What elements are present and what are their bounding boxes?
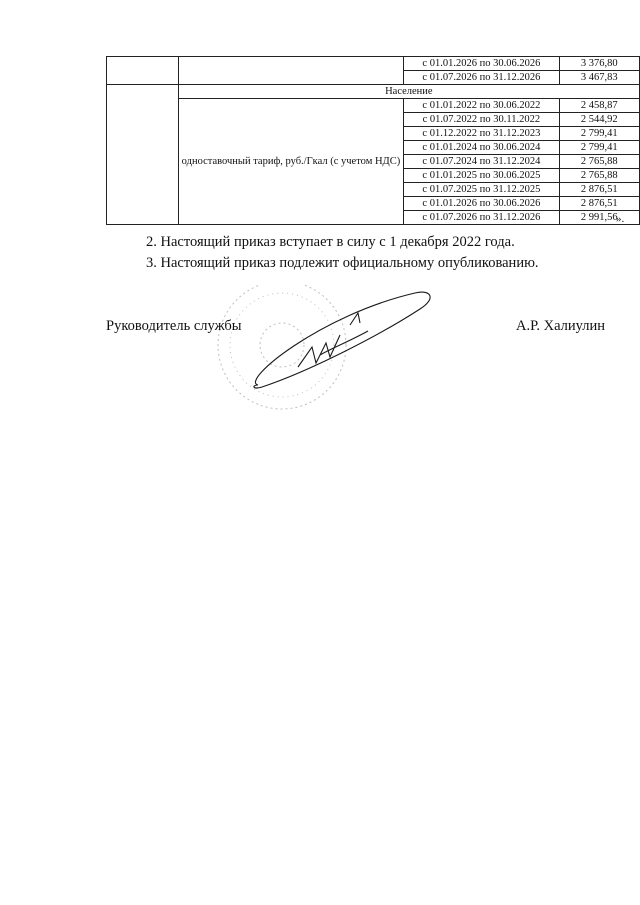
table-row bbox=[107, 85, 640, 99]
period-cell: с 01.07.2022 по 30.11.2022 bbox=[404, 113, 559, 127]
period-cell: с 01.07.2024 по 31.12.2024 bbox=[404, 155, 559, 169]
tariff-table bbox=[106, 56, 640, 225]
period-cell: с 01.01.2026 по 30.06.2026 bbox=[404, 57, 559, 71]
value-cell: 2 799,41 bbox=[559, 127, 639, 141]
period-cell: с 01.01.2024 по 30.06.2024 bbox=[404, 141, 559, 155]
table-cell-empty bbox=[178, 57, 404, 85]
period-cell: с 01.07.2025 по 31.12.2025 bbox=[404, 183, 559, 197]
period-cell: с 01.12.2022 по 31.12.2023 bbox=[404, 127, 559, 141]
value-cell: 2 799,41 bbox=[559, 141, 639, 155]
period-cell: с 01.01.2025 по 30.06.2025 bbox=[404, 169, 559, 183]
signatory-role: Руководитель службы bbox=[106, 318, 242, 334]
signature-flourish bbox=[254, 292, 430, 388]
table-row bbox=[107, 99, 640, 113]
table-cell-empty bbox=[107, 85, 179, 225]
paragraph-effective-date: 2. Настоящий приказ вступает в силу с 1 декабря 2022 года. bbox=[146, 234, 515, 250]
table-row bbox=[107, 57, 640, 71]
value-cell: 2 876,51 bbox=[559, 197, 639, 211]
paragraph-publication: 3. Настоящий приказ подлежит официальному опубликованию. bbox=[146, 255, 539, 271]
value-cell: 2 991,56 bbox=[559, 211, 639, 225]
value-cell: 2 765,88 bbox=[559, 155, 639, 169]
period-cell: с 01.07.2026 по 31.12.2026 bbox=[404, 211, 559, 225]
section-title: Население bbox=[178, 85, 639, 99]
period-cell: с 01.07.2026 по 31.12.2026 bbox=[404, 71, 559, 85]
period-cell: с 01.01.2022 по 30.06.2022 bbox=[404, 99, 559, 113]
value-cell: 3 467,83 bbox=[559, 71, 639, 85]
value-cell: 2 876,51 bbox=[559, 183, 639, 197]
value-cell: 2 544,92 bbox=[559, 113, 639, 127]
closing-quote: ». bbox=[616, 213, 625, 225]
value-cell: 2 458,87 bbox=[559, 99, 639, 113]
value-cell: 2 765,88 bbox=[559, 169, 639, 183]
tariff-label: одноставочный тариф, руб./Гкал (с учетом НДС) bbox=[178, 99, 404, 225]
period-cell: с 01.01.2026 по 30.06.2026 bbox=[404, 197, 559, 211]
value-cell: 3 376,80 bbox=[559, 57, 639, 71]
stamp-signature bbox=[200, 285, 440, 420]
signatory-name: А.Р. Халиулин bbox=[516, 318, 605, 334]
table-cell-empty bbox=[107, 57, 179, 85]
